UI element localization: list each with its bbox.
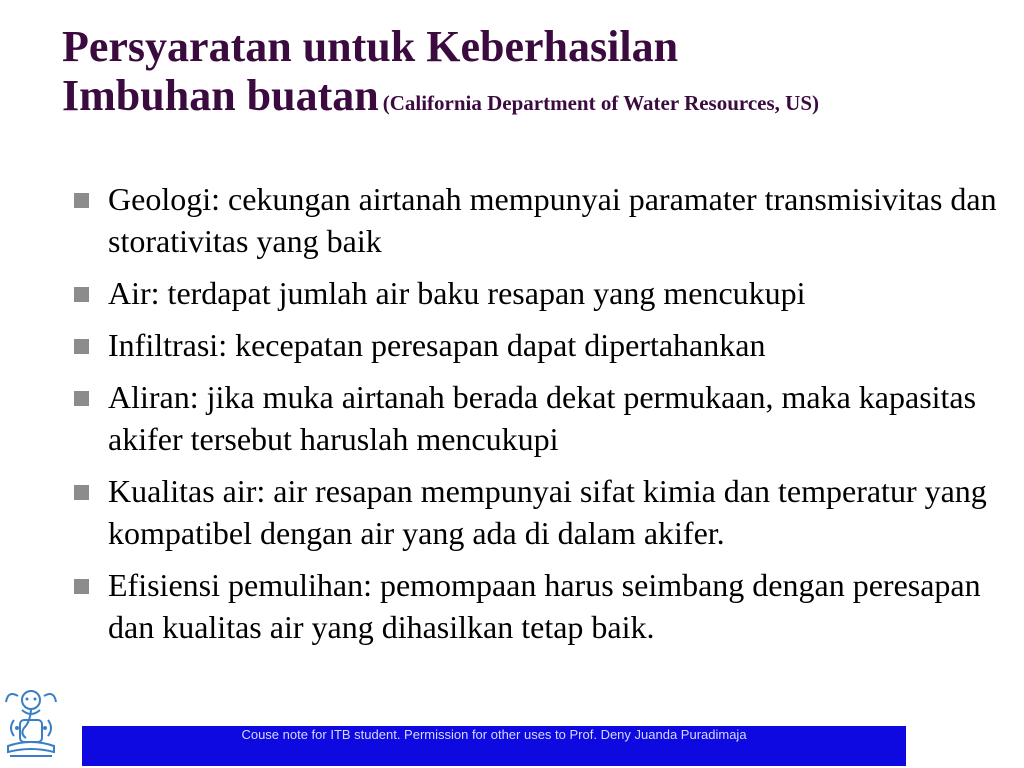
bullet-item [72,564,1007,648]
square-bullet-icon [74,193,89,208]
bullet-text: Kualitas air: air resapan mempunyai sifat kimia dan temperatur yang kompatibel dengan air yang ada di dalam akifer. [108,473,987,551]
bullet-text: Geologi: cekungan airtanah mempunyai paramater transmisivitas dan storativitas yang baik [108,181,997,259]
bullet-text: Infiltrasi: kecepatan peresapan dapat dipertahankan [108,327,766,363]
bullet-item [72,376,1007,460]
square-bullet-icon [74,287,89,302]
slide-title [62,22,1002,121]
square-bullet-icon [74,485,89,500]
title-source: (California Department of Water Resources, US) [382,91,819,116]
footer-bar [82,726,906,766]
bullet-text: Air: terdapat jumlah air baku resapan yang mencukupi [108,275,806,311]
bullet-item [72,178,1007,262]
bullet-text: Efisiensi pemulihan: pemompaan harus seimbang dengan peresapan dan kualitas air yang dihasilkan tetap baik. [108,567,981,645]
title-line-2: Imbuhan buatan [62,71,379,121]
bullet-item [72,324,1007,366]
square-bullet-icon [74,579,89,594]
bullet-item [72,470,1007,554]
bullet-item [72,272,1007,314]
bullet-list [72,178,1007,658]
footer-text: Couse note for ITB student. Permission for other uses to Prof. Deny Juanda Puradimaja [241,727,747,742]
bullet-text: Aliran: jika muka airtanah berada dekat permukaan, maka kapasitas akifer tersebut haruslah mencukupi [108,379,977,457]
title-line-1: Persyaratan untuk Keberhasilan [62,22,679,71]
itb-ganesha-logo-icon [0,680,62,768]
square-bullet-icon [74,391,89,406]
square-bullet-icon [74,339,89,354]
